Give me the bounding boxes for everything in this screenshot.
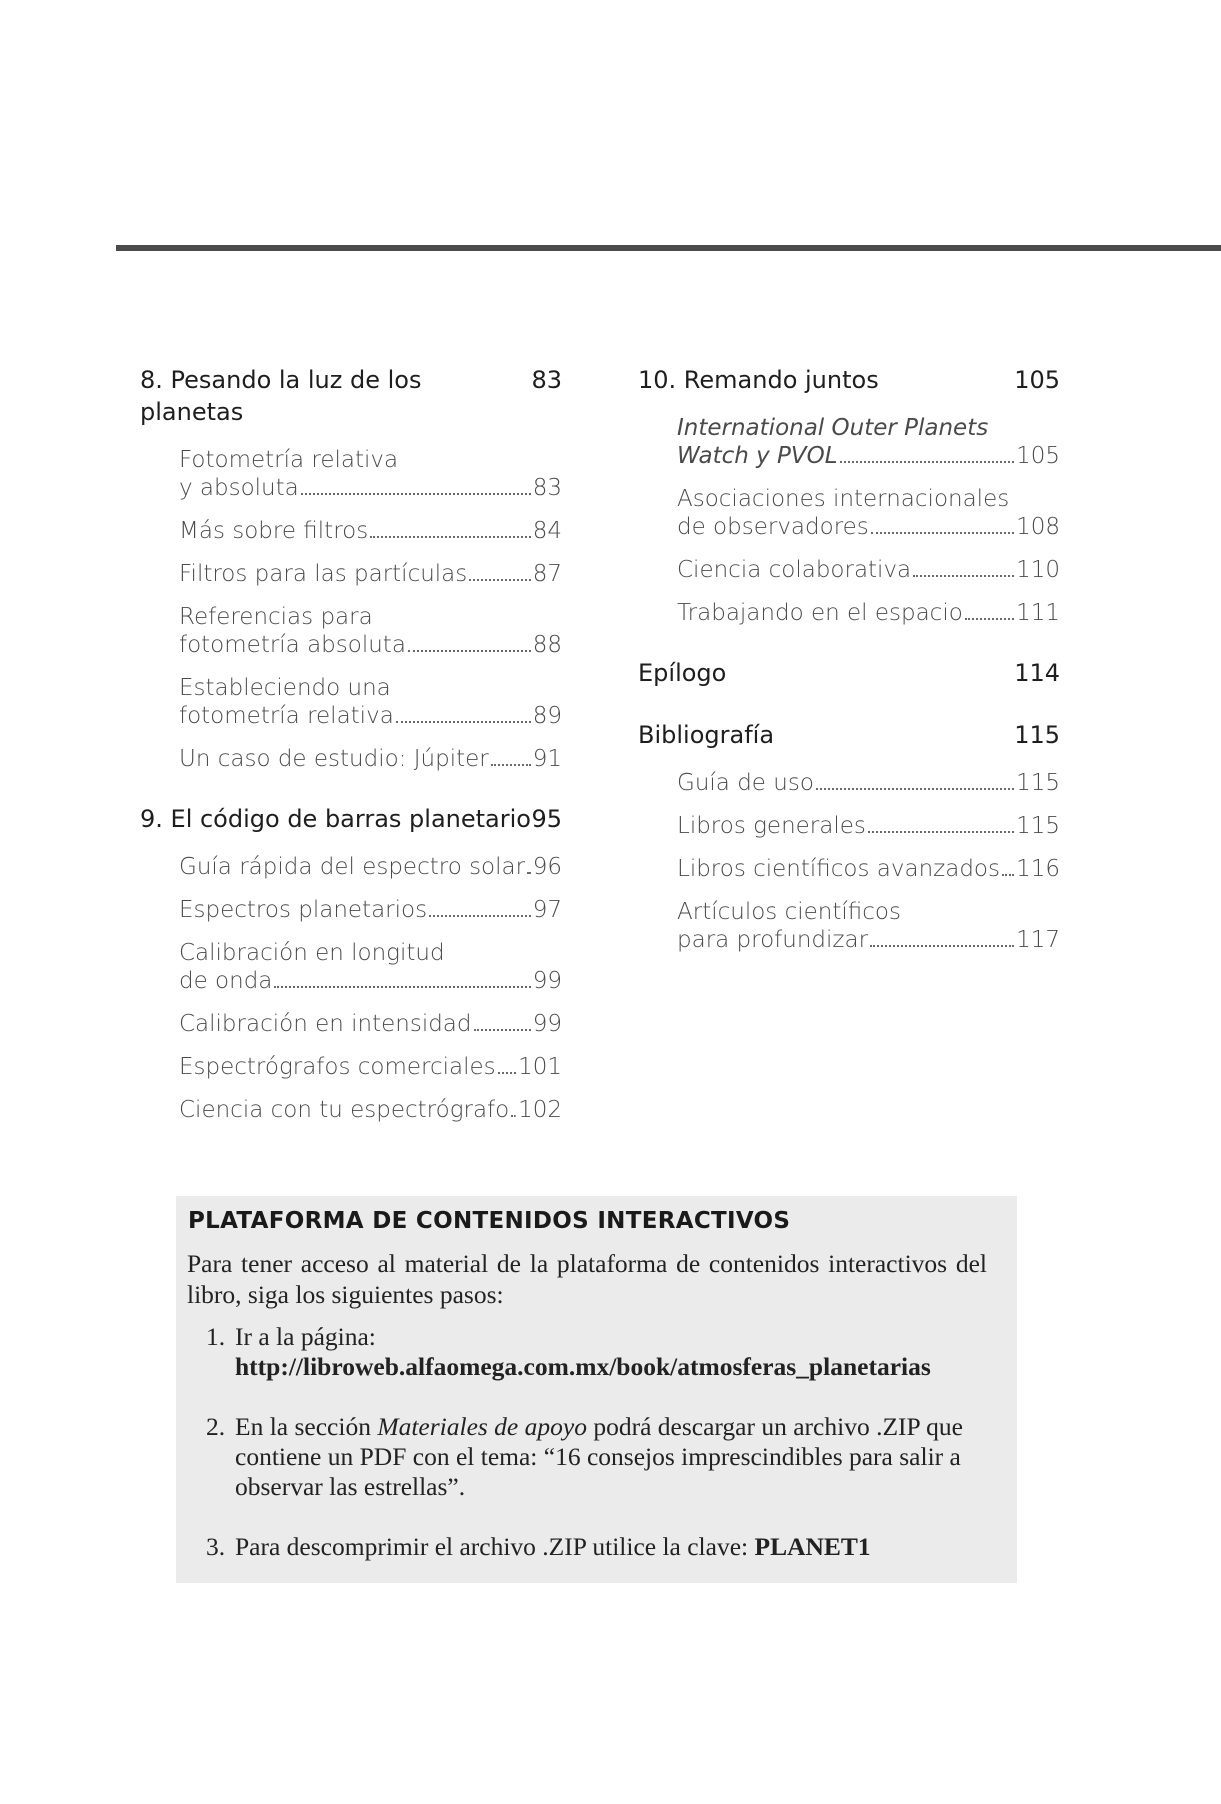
entry-page: 99 <box>532 968 562 994</box>
chapter-title: Bibliografía <box>638 721 775 749</box>
entry-line <box>179 967 562 995</box>
entry-title: fotometría relativa <box>179 703 394 729</box>
entry-line <box>677 513 1060 541</box>
entry-title-line: Fotometría relativa <box>179 447 399 473</box>
toc-entry[interactable] <box>677 556 1060 584</box>
chapter-page: 115 <box>1014 721 1060 749</box>
entry-title: Ciencia con tu espectrógrafo <box>179 1097 510 1123</box>
entry-title: Espectrógrafos comerciales <box>179 1054 496 1080</box>
entry-line <box>677 855 1060 883</box>
interactive-content-box <box>176 1196 1017 1583</box>
toc-chapter[interactable] <box>140 364 562 428</box>
entry-page: 99 <box>532 1011 562 1037</box>
dot-leader <box>498 1072 516 1074</box>
entry-title: Un caso de estudio: Júpiter <box>179 746 489 772</box>
entry-page: 84 <box>532 518 562 544</box>
dot-leader <box>408 650 531 652</box>
dot-leader <box>396 721 531 723</box>
entry-title: de observadores <box>677 514 869 540</box>
step-1 <box>206 1322 1006 1382</box>
dot-leader <box>965 618 1014 620</box>
entry-title-line: Artículos científicos <box>677 899 901 925</box>
dot-leader <box>913 575 1014 577</box>
toc-entry[interactable] <box>677 855 1060 883</box>
step-number: 1. <box>206 1322 226 1351</box>
entry-title: Guía rápida del espectro solar <box>179 854 526 880</box>
toc-right-column <box>638 364 1060 969</box>
entry-line <box>179 560 562 588</box>
entry-page: 105 <box>1016 443 1060 469</box>
zip-password: PLANET1 <box>754 1532 871 1561</box>
entry-line <box>179 631 562 659</box>
entry-title: Calibración en intensidad <box>179 1011 472 1037</box>
box-intro: Para tener acceso al material de la plataforma de contenidos interactivos del libro, siga los siguientes pasos: <box>187 1249 987 1309</box>
dot-leader <box>871 532 1014 534</box>
toc-entry[interactable] <box>179 896 562 924</box>
entry-page: 115 <box>1016 813 1060 839</box>
entry-title-line: Asociaciones internacionales <box>677 486 1010 512</box>
chapter-page: 114 <box>1014 659 1060 687</box>
entry-title: de onda <box>179 968 273 994</box>
step-3 <box>206 1532 1006 1562</box>
book-url-link[interactable]: http://libroweb.alfaomega.com.mx/book/atmosferas_planetarias <box>235 1352 931 1381</box>
entry-title-line: Referencias para <box>179 604 373 630</box>
entry-line <box>677 926 1060 954</box>
entry-page: 116 <box>1016 856 1060 882</box>
dot-leader <box>868 831 1014 833</box>
chapter-title: 8. Pesando la luz de los planetas <box>140 366 422 426</box>
entry-title: Libros científicos avanzados <box>677 856 1000 882</box>
dot-leader <box>870 945 1014 947</box>
toc-entry[interactable] <box>677 599 1060 627</box>
toc-entry[interactable] <box>179 745 562 773</box>
chapter-title: Epílogo <box>638 659 727 687</box>
entry-title: para profundizar <box>677 927 869 953</box>
header-rule <box>116 245 1221 251</box>
toc-entry[interactable] <box>179 1096 562 1124</box>
toc-entry[interactable] <box>677 769 1060 797</box>
entry-page: 115 <box>1016 770 1060 796</box>
dot-leader <box>527 872 531 874</box>
entry-line <box>179 896 562 924</box>
step-2 <box>206 1412 1006 1502</box>
toc-chapter[interactable] <box>140 803 562 835</box>
entry-page: 111 <box>1016 600 1060 626</box>
entry-page: 101 <box>518 1054 562 1080</box>
entry-page: 91 <box>532 746 562 772</box>
toc-entry[interactable] <box>179 1053 562 1081</box>
chapter-page: 83 <box>531 366 562 394</box>
entry-title: Más sobre filtros <box>179 518 369 544</box>
toc-entry[interactable] <box>179 603 562 659</box>
entry-title: Libros generales <box>677 813 866 839</box>
box-title: PLATAFORMA DE CONTENIDOS INTERACTIVOS <box>188 1208 791 1234</box>
entry-title: Ciencia colaborativa <box>677 557 912 583</box>
entry-title: Espectros planetarios <box>179 897 428 923</box>
toc-entry[interactable] <box>179 517 562 545</box>
chapter-title: 10. Remando juntos <box>638 366 879 394</box>
dot-leader <box>370 536 531 538</box>
step-number: 2. <box>206 1412 226 1441</box>
entry-page: 87 <box>532 561 562 587</box>
dot-leader <box>274 986 530 988</box>
toc-left-column <box>140 364 562 1139</box>
chapter-page: 95 <box>531 805 562 833</box>
entry-title-line: International Outer Planets <box>677 415 989 441</box>
entry-page: 97 <box>532 897 562 923</box>
entry-line <box>677 812 1060 840</box>
toc-entry[interactable] <box>179 939 562 995</box>
entry-title-line: Estableciendo una <box>179 675 391 701</box>
step-number: 3. <box>206 1532 226 1561</box>
step-text: podrá descargar un archivo .ZIP que contiene un PDF con el tema: “16 consejos imprescindibles para salir a observar las estrellas”. <box>235 1412 963 1501</box>
entry-page: 108 <box>1016 514 1060 540</box>
entry-line <box>677 556 1060 584</box>
toc-entry[interactable] <box>179 853 562 881</box>
toc-entry[interactable] <box>179 674 562 730</box>
entry-page: 83 <box>532 475 562 501</box>
chapter-page: 105 <box>1014 366 1060 394</box>
dot-leader <box>491 764 531 766</box>
toc-entry[interactable] <box>677 414 1060 470</box>
section-name: Materiales de apoyo <box>377 1412 587 1441</box>
entry-title: Guía de uso <box>677 770 814 796</box>
entry-title: Watch y PVOL <box>677 443 838 469</box>
step-text: Para descomprimir el archivo .ZIP utilice la clave: <box>235 1532 755 1561</box>
entry-title-line: Calibración en longitud <box>179 940 445 966</box>
chapter-title: 9. El código de barras planetario <box>140 805 531 833</box>
dot-leader <box>840 461 1015 463</box>
toc-chapter[interactable] <box>638 657 1060 689</box>
entry-line <box>179 1096 562 1124</box>
entry-line <box>677 769 1060 797</box>
entry-line <box>179 745 562 773</box>
toc-entry[interactable] <box>677 485 1060 541</box>
entry-line <box>179 1010 562 1038</box>
step-text: Ir a la página: <box>235 1322 376 1351</box>
entry-title: Filtros para las partículas <box>179 561 468 587</box>
entry-line <box>179 1053 562 1081</box>
entry-page: 96 <box>532 854 562 880</box>
step-text: En la sección <box>235 1412 378 1441</box>
toc-entry[interactable] <box>179 560 562 588</box>
entry-page: 102 <box>518 1097 562 1123</box>
dot-leader <box>511 1115 516 1117</box>
entry-line <box>677 599 1060 627</box>
dot-leader <box>1002 874 1014 876</box>
dot-leader <box>474 1029 531 1031</box>
toc-entry[interactable] <box>677 812 1060 840</box>
toc-entry[interactable] <box>179 446 562 502</box>
dot-leader <box>429 915 531 917</box>
entry-line <box>179 517 562 545</box>
entry-page: 110 <box>1016 557 1060 583</box>
toc-chapter[interactable] <box>638 719 1060 751</box>
entry-line <box>179 853 562 881</box>
entry-line <box>677 442 1060 470</box>
steps-list <box>206 1322 1006 1592</box>
toc-entry[interactable] <box>677 898 1060 954</box>
entry-line <box>179 702 562 730</box>
dot-leader <box>816 788 1014 790</box>
toc-entry[interactable] <box>179 1010 562 1038</box>
entry-title: Trabajando en el espacio <box>677 600 963 626</box>
entry-title: y absoluta <box>179 475 299 501</box>
entry-page: 117 <box>1016 927 1060 953</box>
entry-line <box>179 474 562 502</box>
toc-chapter[interactable] <box>638 364 1060 396</box>
dot-leader <box>469 579 530 581</box>
entry-page: 88 <box>532 632 562 658</box>
dot-leader <box>301 493 531 495</box>
entry-page: 89 <box>532 703 562 729</box>
entry-title: fotometría absoluta <box>179 632 406 658</box>
